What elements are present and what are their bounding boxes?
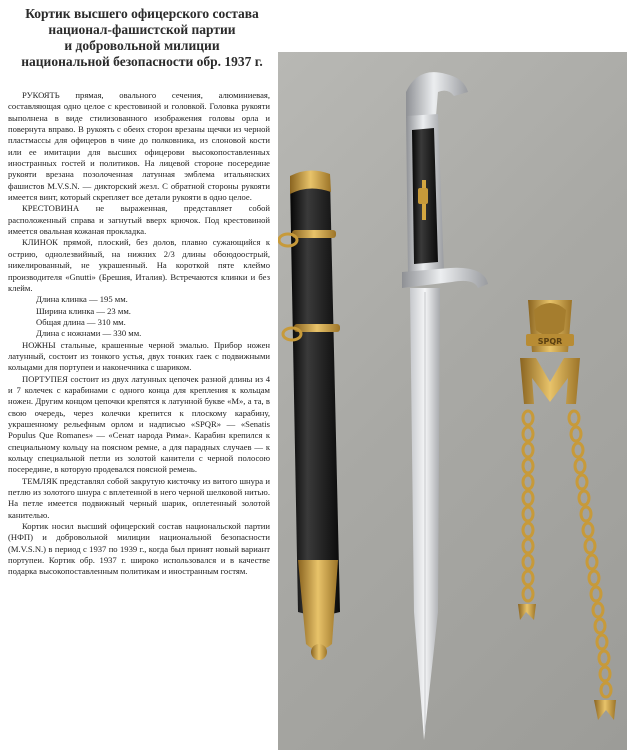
paragraph-knot: ТЕМЛЯК представлял собой закрутую кисточку из витого шнура и петлю из золотого шнура с вплетенной в него черной шелковой нитью. На петле имеется подвижный черный шарик, оплетенный золотой канителью. xyxy=(8,475,270,520)
paragraph-scabbard: НОЖНЫ стальные, крашенные черной эмалью. Прибор ножен латунный, состоит из тонкого устья, двух тонких гаек с подвижными кольцами для портупеи и наконечника с шариком. xyxy=(8,339,270,373)
spec-length-with-scabbard: Длина с ножнами — 330 мм. xyxy=(36,328,142,339)
dagger-illustration xyxy=(278,52,627,750)
paragraph-blade: КЛИНОК прямой, плоский, без долов, плавно сужающийся к острию, однолезвийный, на нижних 2/3 длины обоюдоострый, никелированный, не украшенный. На короткой пяте клеймо производителя «Gnutti» (Брешия, Италия). Встречаются клинки и без клейм. xyxy=(8,237,270,293)
page-title xyxy=(8,6,276,70)
paragraph-hilt: РУКОЯТЬ прямая, овального сечения, алюминиевая, составляющая одно целое с крестовиной и головкой. Головка рукояти выполнена в виде стилизованного изображения головы орла и повернута вправо. В рукоять с обеих сторон врезаны щечки из черной пластмассы для офицеров в чине до полковника, из слоновой кости или ее имитации для высших офицерови высокопоставленных иностранных гостей и политиков. На лицевой стороне посередине рукояти врезана позолоченная латунная эмблема итальянских фашистов M.V.S.N. — дикторский жезл. С обратной стороны рукояти имеется винт, который скрепляет все детали рукояти в одно целое. xyxy=(8,90,270,203)
paragraph-belt: ПОРТУПЕЯ состоит из двух латунных цепочек разной длины из 4 и 7 колечек с карабинами с одного конца для крепления к кольцам ножен. Другим концом цепочки крепятся к латунной букве «М», а та, в свою очередь, через колечки крепится к плоскому карабину, украшенному рельефным орлом и надписью «SPQR» — «Senatis Populus Que Romanes» — «Сенат народа Рима». Карабин крепился к специальному кольцу на поясном ремне, а для парадных случаев — к кольцу специальной петли из золотой канители с черной полосою посередине, в которую продевался поясной ремень. xyxy=(8,373,270,475)
paragraph-history: Кортик носил высший офицерский состав национальской партии (НФП) и добровольной милиции национальной безопасности (M.V.S.N.) в период с 1937 по 1939 г., когда был принят новый вариант портупеи. Кортик обр. 1937 г. широко использовался и в качестве подарка высокопоставленным политикам и иностранным гостям. xyxy=(8,521,270,577)
belt-hanger xyxy=(518,300,616,720)
dagger xyxy=(402,72,488,740)
title-line-4: национальной безопасности обр. 1937 г. xyxy=(21,54,263,69)
article-text xyxy=(8,90,270,578)
spec-blade-length: Длина клинка — 195 мм. xyxy=(36,294,128,305)
dagger-photo xyxy=(278,52,627,750)
scabbard xyxy=(279,170,340,660)
title-line-1: Кортик высшего офицерского состава xyxy=(25,6,259,21)
spqr-inscription: SPQR xyxy=(537,337,563,346)
title-line-3: и добровольной милиции xyxy=(64,38,220,53)
paragraph-crossguard: КРЕСТОВИНА не выраженная, представляет собой расположенный справа и загнутый вверх крючок. Под крестовиной имеется овальная кожаная прокладка. xyxy=(8,203,270,237)
spec-blade-width: Ширина клинка — 23 мм. xyxy=(36,305,131,316)
spec-total-length: Общая длина — 310 мм. xyxy=(36,316,126,327)
title-line-2: национал-фашистской партии xyxy=(48,22,236,37)
